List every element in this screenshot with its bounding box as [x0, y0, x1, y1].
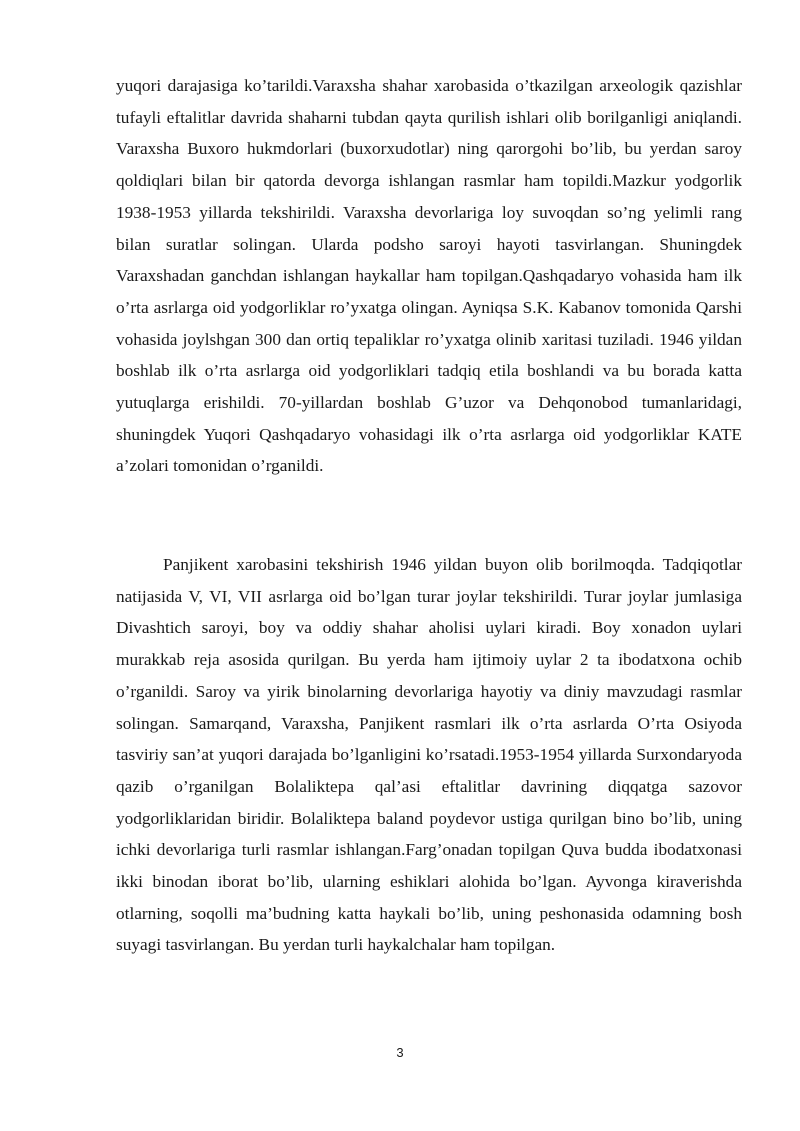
body-paragraph: yuqori darajasiga ko’tarildi.Varaxsha shahar xarobasida o’tkazilgan arxeologik qazishlar tufayli eftalitlar davrida shaharni tubdan qayta qurilish ishlari olib borilganligi aniqlandi. Varaxsha Buxoro hukmdorlari (buxorxudotlar) ning qarorgohi bo’lib, bu yerdan saroy qoldiqlari bilan bir qatorda devorga ishlangan rasmlar ham topildi.Mazkur yodgorlik 1938-1953 yillarda tekshirildi. Varaxsha devorlariga loy suvoqdan so’ng yelimli rang bilan suratlar solingan. Ularda podsho saroyi hayoti tasvirlangan. Shuningdek Varaxshadan ganchdan ishlangan haykallar ham topilgan.Qashqadaryo vohasida ham ilk o’rta asrlarga oid yodgorliklar ro’yxatga olingan. Ayniqsa S.K. Kabanov tomonida Qarshi vohasida joylshgan 300 dan ortiq tepaliklar ro’yxatga olinib xaritasi tuziladi. 1946 yildan boshlab ilk o’rta asrlarga oid yodgorliklari tadqiq etila boshlandi va bu borada katta yutuqlarga erishildi. 70-yillardan boshlab G’uzor va Dehqonobod tumanlaridagi, shuningdek Yuqori Qashqadaryo vohasidagi ilk o’rta asrlarga oid yodgorliklar KATE a’zolari tomonidan o’rganildi. — [116, 76, 742, 476]
page-number: 3 — [396, 1045, 404, 1060]
body-paragraph: Panjikent xarobasini tekshirish 1946 yildan buyon olib borilmoqda. Tadqiqotlar natijasida V, VI, VII asrlarga oid bo’lgan turar joylar tekshirildi. Turar joylar jumlasiga Divashtich saroyi, boy va oddiy shahar aholisi uylari kiradi. Boy xonadon uylari murakkab reja asosida qurilgan. Bu yerda ham ijtimoiy uylar 2 ta ibodatxona ochib o’rganildi. Saroy va yirik binolarning devorlariga hayotiy va diniy mavzudagi rasmlar solingan. Samarqand, Varaxsha, Panjikent rasmlari ilk o’rta asrlarda O’rta Osiyoda tasviriy san’at yuqori darajada bo’lganligini ko’rsatadi.1953-1954 yillarda Surxondaryoda qazib o’rganilgan Bolaliktepa qal’asi eftalitlar davrining diqqatga sazovor yodgorliklaridan biridir. Bolaliktepa baland poydevor ustiga qurilgan bino bo’lib, uning ichki devorlariga turli rasmlar ishlangan.Farg’onadan topilgan Quva budda ibodatxonasi ikki binodan iborat bo’lib, ularning eshiklari alohida bo’lgan. Ayvonga kiraverishda otlarning, soqolli ma’budning katta haykali bo’lib, uning peshonasida odamning bosh suyagi tasvirlangan. Bu yerdan turli haykalchalar ham topilgan. — [116, 555, 742, 955]
